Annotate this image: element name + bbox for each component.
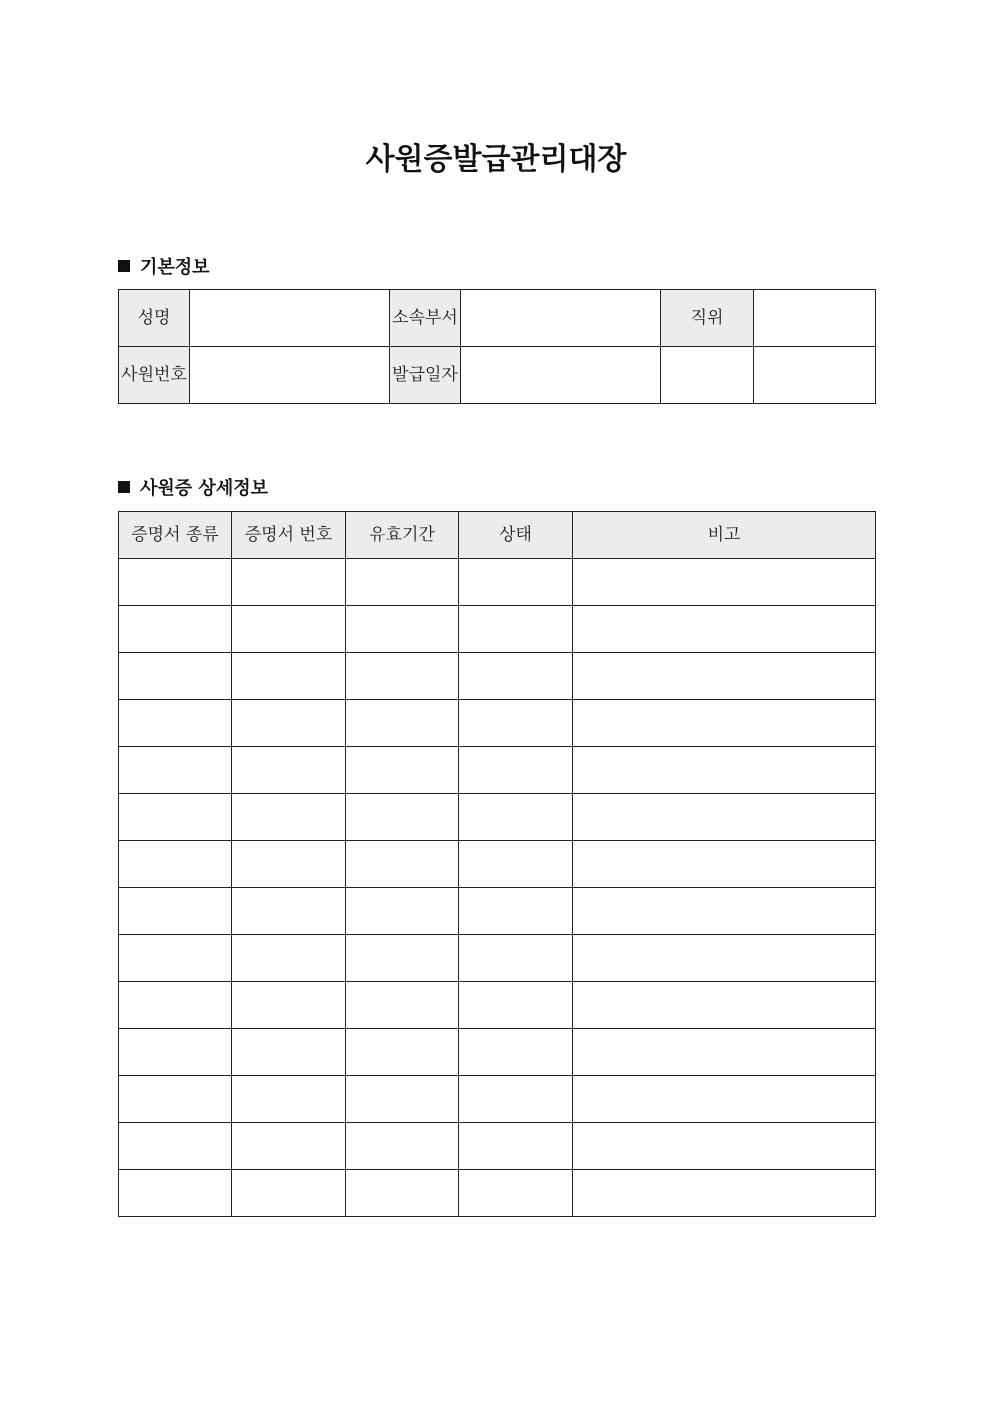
table-row [119, 888, 876, 935]
validity-period-cell[interactable] [346, 841, 459, 888]
table-row [119, 606, 876, 653]
validity-period-cell[interactable] [346, 606, 459, 653]
detail-header-row [119, 512, 876, 559]
table-row [119, 1170, 876, 1217]
remarks-cell[interactable] [573, 935, 876, 982]
status-cell[interactable] [459, 794, 573, 841]
position-label: 직위 [661, 290, 754, 347]
validity-period-cell[interactable] [346, 982, 459, 1029]
detail-info-heading-text: 사원증 상세정보 [140, 478, 268, 499]
certificate-type-cell[interactable] [119, 1029, 232, 1076]
table-row [119, 653, 876, 700]
certificate-type-cell[interactable] [119, 794, 232, 841]
basic-info-heading [118, 253, 210, 279]
detail-info-heading [118, 474, 268, 500]
status-cell[interactable] [459, 982, 573, 1029]
certificate-type-cell[interactable] [119, 747, 232, 794]
certificate-number-cell[interactable] [232, 935, 346, 982]
status-cell[interactable] [459, 888, 573, 935]
validity-period-cell[interactable] [346, 653, 459, 700]
validity-period-cell[interactable] [346, 747, 459, 794]
column-header-status: 상태 [459, 512, 573, 559]
employee-number-field[interactable] [190, 347, 390, 404]
basic-info-table [118, 289, 876, 404]
validity-period-cell[interactable] [346, 1076, 459, 1123]
table-row [119, 700, 876, 747]
certificate-number-cell[interactable] [232, 982, 346, 1029]
table-row [119, 747, 876, 794]
status-cell[interactable] [459, 1170, 573, 1217]
remarks-cell[interactable] [573, 606, 876, 653]
position-field[interactable] [754, 290, 876, 347]
detail-table-body [119, 559, 876, 1217]
status-cell[interactable] [459, 747, 573, 794]
name-field[interactable] [190, 290, 390, 347]
remarks-cell[interactable] [573, 559, 876, 606]
status-cell[interactable] [459, 1029, 573, 1076]
basic-info-heading-text: 기본정보 [140, 257, 210, 278]
department-field[interactable] [461, 290, 661, 347]
column-header-validity-period: 유효기간 [346, 512, 459, 559]
validity-period-cell[interactable] [346, 1170, 459, 1217]
certificate-number-cell[interactable] [232, 653, 346, 700]
certificate-number-cell[interactable] [232, 1029, 346, 1076]
validity-period-cell[interactable] [346, 1123, 459, 1170]
column-header-certificate-number: 증명서 번호 [232, 512, 346, 559]
remarks-cell[interactable] [573, 1123, 876, 1170]
certificate-number-cell[interactable] [232, 888, 346, 935]
table-row [119, 935, 876, 982]
detail-info-table [118, 511, 876, 1217]
remarks-cell[interactable] [573, 747, 876, 794]
certificate-number-cell[interactable] [232, 1170, 346, 1217]
table-row [119, 1029, 876, 1076]
status-cell[interactable] [459, 606, 573, 653]
table-row [119, 982, 876, 1029]
extra-field-1[interactable] [661, 347, 754, 404]
square-bullet-icon [118, 481, 130, 493]
remarks-cell[interactable] [573, 794, 876, 841]
certificate-type-cell[interactable] [119, 653, 232, 700]
certificate-type-cell[interactable] [119, 700, 232, 747]
status-cell[interactable] [459, 1076, 573, 1123]
status-cell[interactable] [459, 559, 573, 606]
certificate-number-cell[interactable] [232, 559, 346, 606]
square-bullet-icon [118, 260, 130, 272]
issue-date-label: 발급일자 [390, 347, 461, 404]
remarks-cell[interactable] [573, 1029, 876, 1076]
basic-info-row [119, 347, 876, 404]
status-cell[interactable] [459, 700, 573, 747]
issue-date-field[interactable] [461, 347, 661, 404]
remarks-cell[interactable] [573, 841, 876, 888]
table-row [119, 841, 876, 888]
certificate-number-cell[interactable] [232, 606, 346, 653]
table-row [119, 559, 876, 606]
status-cell[interactable] [459, 1123, 573, 1170]
certificate-type-cell[interactable] [119, 606, 232, 653]
certificate-type-cell[interactable] [119, 888, 232, 935]
certificate-number-cell[interactable] [232, 794, 346, 841]
validity-period-cell[interactable] [346, 794, 459, 841]
remarks-cell[interactable] [573, 700, 876, 747]
remarks-cell[interactable] [573, 653, 876, 700]
status-cell[interactable] [459, 653, 573, 700]
certificate-number-cell[interactable] [232, 1123, 346, 1170]
column-header-remarks: 비고 [573, 512, 876, 559]
certificate-type-cell[interactable] [119, 935, 232, 982]
extra-field-2[interactable] [754, 347, 876, 404]
validity-period-cell[interactable] [346, 700, 459, 747]
name-label: 성명 [119, 290, 190, 347]
remarks-cell[interactable] [573, 888, 876, 935]
certificate-number-cell[interactable] [232, 841, 346, 888]
certificate-number-cell[interactable] [232, 747, 346, 794]
table-row [119, 1076, 876, 1123]
column-header-certificate-type: 증명서 종류 [119, 512, 232, 559]
table-row [119, 1123, 876, 1170]
certificate-type-cell[interactable] [119, 1076, 232, 1123]
validity-period-cell[interactable] [346, 888, 459, 935]
remarks-cell[interactable] [573, 1170, 876, 1217]
validity-period-cell[interactable] [346, 935, 459, 982]
certificate-type-cell[interactable] [119, 1170, 232, 1217]
basic-info-row [119, 290, 876, 347]
page-title: 사원증발급관리대장 [365, 142, 627, 177]
certificate-number-cell[interactable] [232, 700, 346, 747]
validity-period-cell[interactable] [346, 559, 459, 606]
certificate-type-cell[interactable] [119, 982, 232, 1029]
table-row [119, 794, 876, 841]
validity-period-cell[interactable] [346, 1029, 459, 1076]
remarks-cell[interactable] [573, 1076, 876, 1123]
department-label: 소속부서 [390, 290, 461, 347]
certificate-type-cell[interactable] [119, 1123, 232, 1170]
status-cell[interactable] [459, 841, 573, 888]
certificate-type-cell[interactable] [119, 559, 232, 606]
certificate-number-cell[interactable] [232, 1076, 346, 1123]
status-cell[interactable] [459, 935, 573, 982]
remarks-cell[interactable] [573, 982, 876, 1029]
certificate-type-cell[interactable] [119, 841, 232, 888]
employee-number-label: 사원번호 [119, 347, 190, 404]
